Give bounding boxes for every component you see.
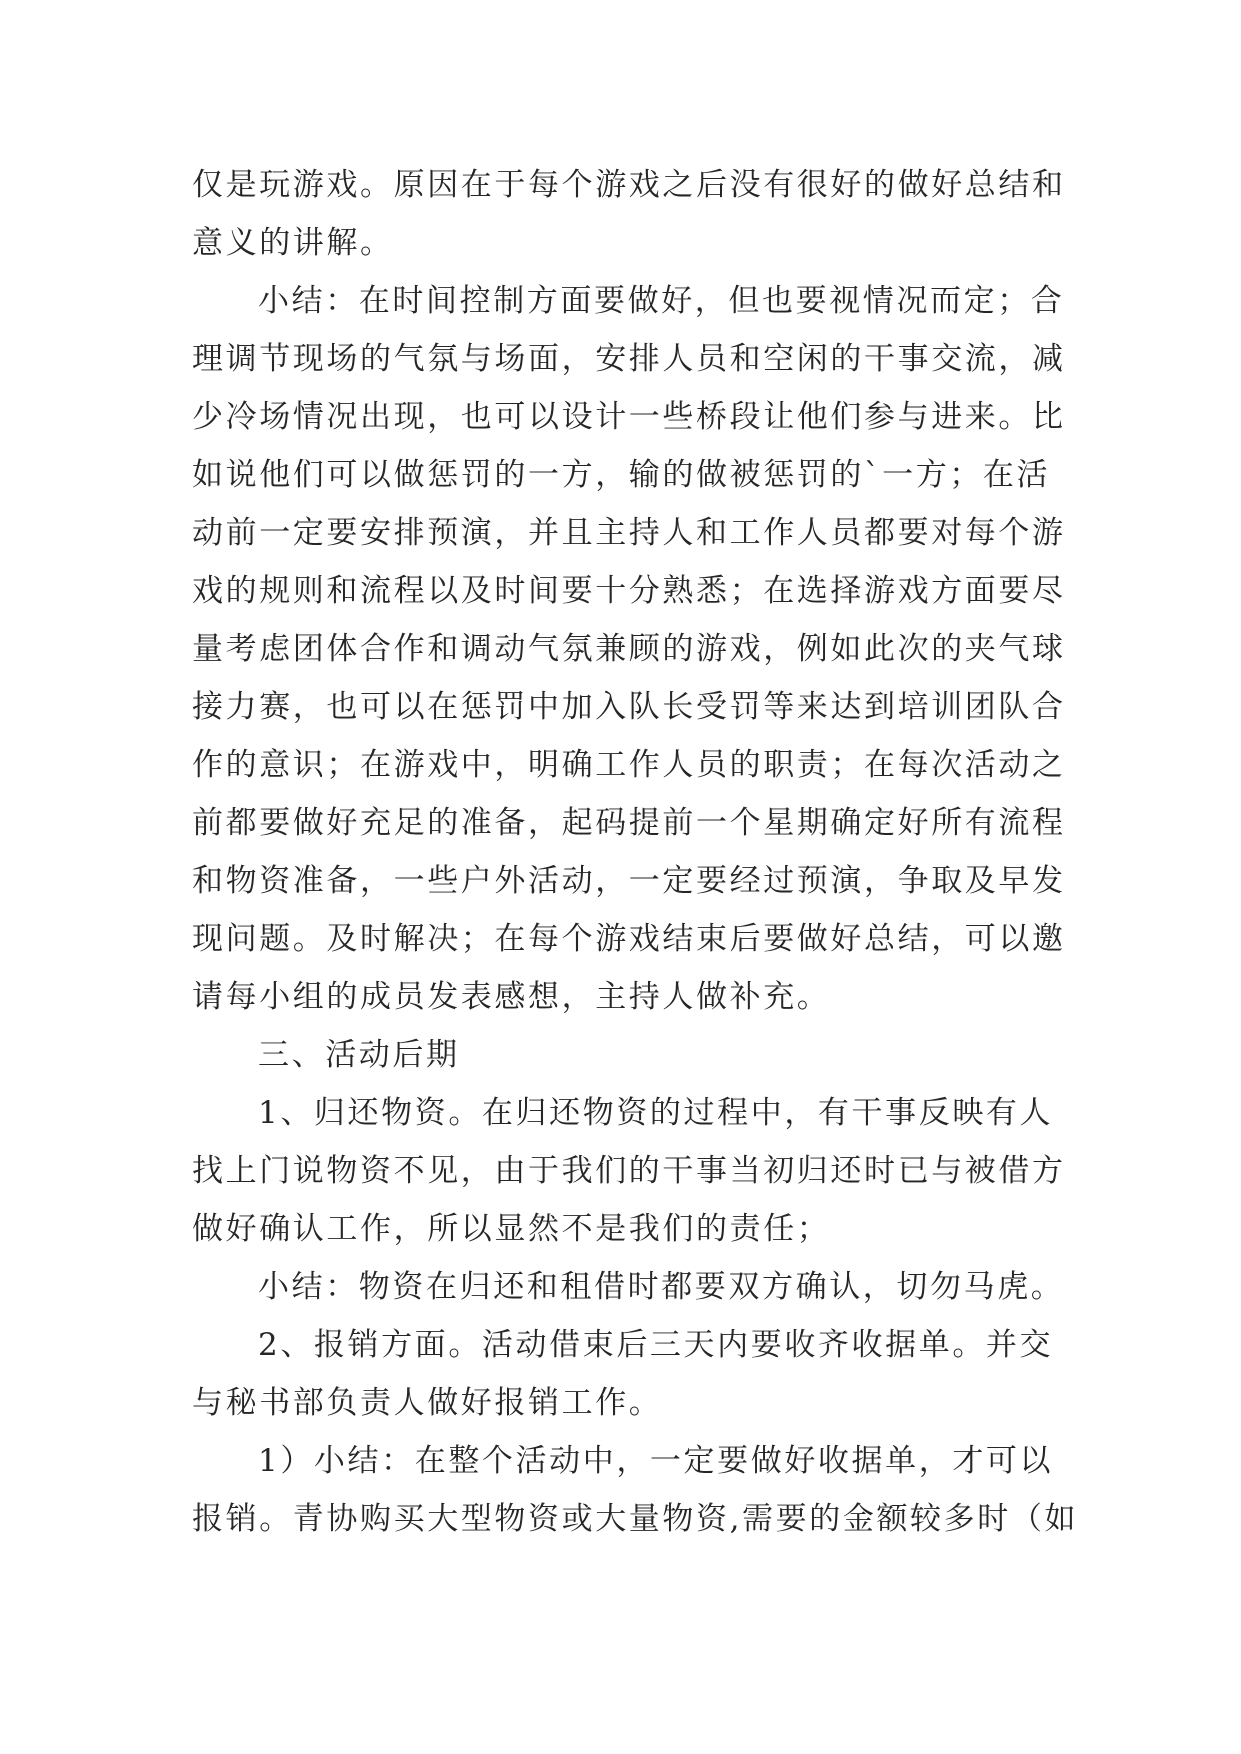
- section-heading: 三、活动后期: [258, 1037, 460, 1073]
- paragraph-line: 1、归还物资。在归还物资的过程中，有干事反映有人: [258, 1095, 1054, 1131]
- paragraph-line: 请每小组的成员发表感想，主持人做补充。: [192, 979, 831, 1015]
- paragraph-line: 动前一定要安排预演，并且主持人和工作人员都要对每个游: [192, 515, 1066, 551]
- paragraph-line: 量考虑团体合作和调动气氛兼顾的游戏，例如此次的夹气球: [192, 631, 1066, 667]
- paragraph-line: 理调节现场的气氛与场面，安排人员和空闲的干事交流，减: [192, 341, 1066, 377]
- paragraph-line: 2、报销方面。活动借束后三天内要收齐收据单。并交: [258, 1327, 1054, 1363]
- paragraph-line: 找上门说物资不见，由于我们的干事当初归还时已与被借方: [192, 1153, 1066, 1189]
- paragraph-line: 前都要做好充足的准备，起码提前一个星期确定好所有流程: [192, 805, 1066, 841]
- paragraph-line: 少冷场情况出现，也可以设计一些桥段让他们参与进来。比: [192, 399, 1066, 435]
- paragraph-line: 戏的规则和流程以及时间要十分熟悉；在选择游戏方面要尽: [192, 573, 1066, 609]
- paragraph-line: 小结：在时间控制方面要做好，但也要视情况而定；合: [258, 283, 1065, 319]
- paragraph-line: 报销。青协购买大型物资或大量物资,需要的金额较多时（如: [192, 1501, 1079, 1537]
- paragraph-line: 做好确认工作，所以显然不是我们的责任；: [192, 1211, 831, 1247]
- paragraph-line: 和物资准备，一些户外活动，一定要经过预演，争取及早发: [192, 863, 1066, 899]
- paragraph-line: 现问题。及时解决；在每个游戏结束后要做好总结，可以邀: [192, 921, 1066, 957]
- document-body: [192, 156, 1079, 1548]
- paragraph-line: 作的意识；在游戏中，明确工作人员的职责；在每次活动之: [192, 747, 1066, 783]
- paragraph-line: 与秘书部负责人做好报销工作。: [192, 1385, 663, 1421]
- paragraph-line: 仅是玩游戏。原因在于每个游戏之后没有很好的做好总结和: [192, 167, 1066, 203]
- paragraph-line: 如说他们可以做惩罚的一方，输的做被惩罚的`一方；在活: [192, 457, 1051, 493]
- paragraph-line: 小结：物资在归还和租借时都要双方确认，切勿马虎。: [258, 1269, 1065, 1305]
- paragraph-line: 1）小结：在整个活动中，一定要做好收据单，才可以: [258, 1443, 1054, 1479]
- paragraph-line: 意义的讲解。: [192, 225, 394, 261]
- paragraph-line: 接力赛，也可以在惩罚中加入队长受罚等来达到培训团队合: [192, 689, 1066, 725]
